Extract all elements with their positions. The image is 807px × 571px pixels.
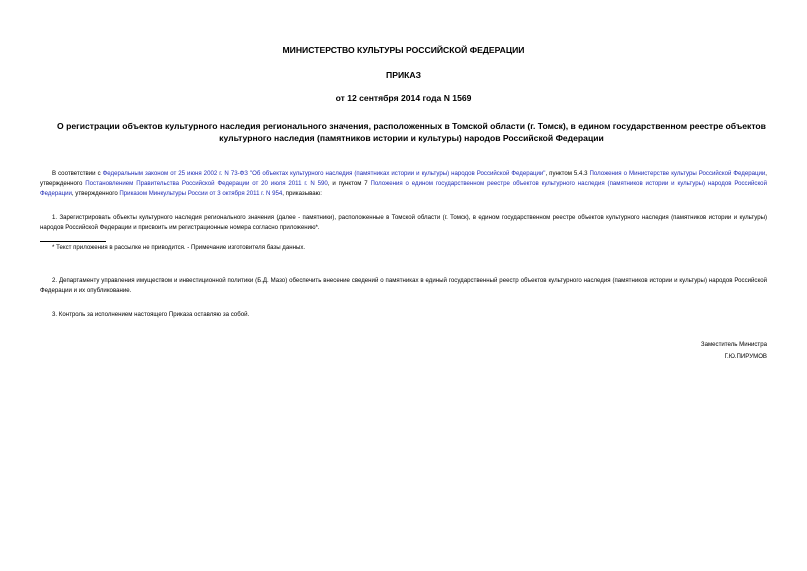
- register-regulation-link[interactable]: Положения о едином государственном реестре объектов культурного наследия (памятников истории и культуры) народов Российской Федерации: [40, 179, 767, 197]
- government-resolution-link[interactable]: Постановлением Правительства Российской Федерации от 20 июля 2011 г. N 590: [85, 179, 328, 187]
- intro-text-5: , утвержденного: [71, 189, 120, 197]
- intro-text-1: В соответствии с: [52, 170, 103, 177]
- signatory-name: Г.Ю.ПИРУМОВ: [724, 353, 767, 360]
- ministry-regulation-link[interactable]: Положения о Министерстве культуры Российской Федерации: [589, 170, 766, 177]
- document-title: О регистрации объектов культурного наследия регионального значения, расположенных в Томской области (г. Томск), в едином государственном реестре объектов культурного наследия (памятников истории и культуры) народов Российской Федерации: [57, 121, 766, 143]
- intro-text-2: , пунктом 5.4.3: [545, 170, 590, 177]
- footnote-divider: [40, 241, 106, 242]
- intro-text-6: , приказываю:: [282, 189, 322, 197]
- intro-paragraph: [40, 169, 767, 198]
- item-2-paragraph: 2. Департаменту управления имуществом и инвестиционной политики (Б.Д. Мазо) обеспечить внесение сведений о памятниках в единый государственный реестр объектов культурного наследия (памятников истории и культуры) народов Российской Федерации и их опубликование.: [40, 277, 767, 294]
- document-type-heading: ПРИКАЗ: [386, 70, 421, 80]
- footnote-text: * Текст приложения в рассылке не приводится. - Примечание изготовителя базы данных.: [52, 244, 306, 251]
- item-3-paragraph: 3. Контроль за исполнением настоящего Приказа оставляю за собой.: [52, 311, 250, 318]
- signatory-position: Заместитель Министра: [700, 341, 767, 348]
- ministry-order-link[interactable]: Приказом Минкультуры России от 3 октября 2011 г. N 954: [119, 189, 283, 197]
- federal-law-link[interactable]: Федеральным законом от 25 июня 2002 г. N 73-ФЗ "Об объектах культурного наследия (памятниках истории и культуры) народов Российской Федерации": [102, 170, 546, 177]
- ministry-heading: МИНИСТЕРСТВО КУЛЬТУРЫ РОССИЙСКОЙ ФЕДЕРАЦИИ: [282, 45, 525, 55]
- item-1-paragraph: 1. Зарегистрировать объекты культурного наследия регионального значения (далее - памятники), расположенные в Томской области (г. Томск), в едином государственном реестре объектов культурного наследия (памятников истории и культуры) народов Российской Федерации и присвоить им регистрационные номера согласно приложению*.: [40, 214, 767, 231]
- intro-text-4: , и пунктом 7: [327, 179, 371, 187]
- document-date-heading: от 12 сентября 2014 года N 1569: [335, 93, 472, 103]
- intro-text-3: , утвержденного: [40, 170, 767, 187]
